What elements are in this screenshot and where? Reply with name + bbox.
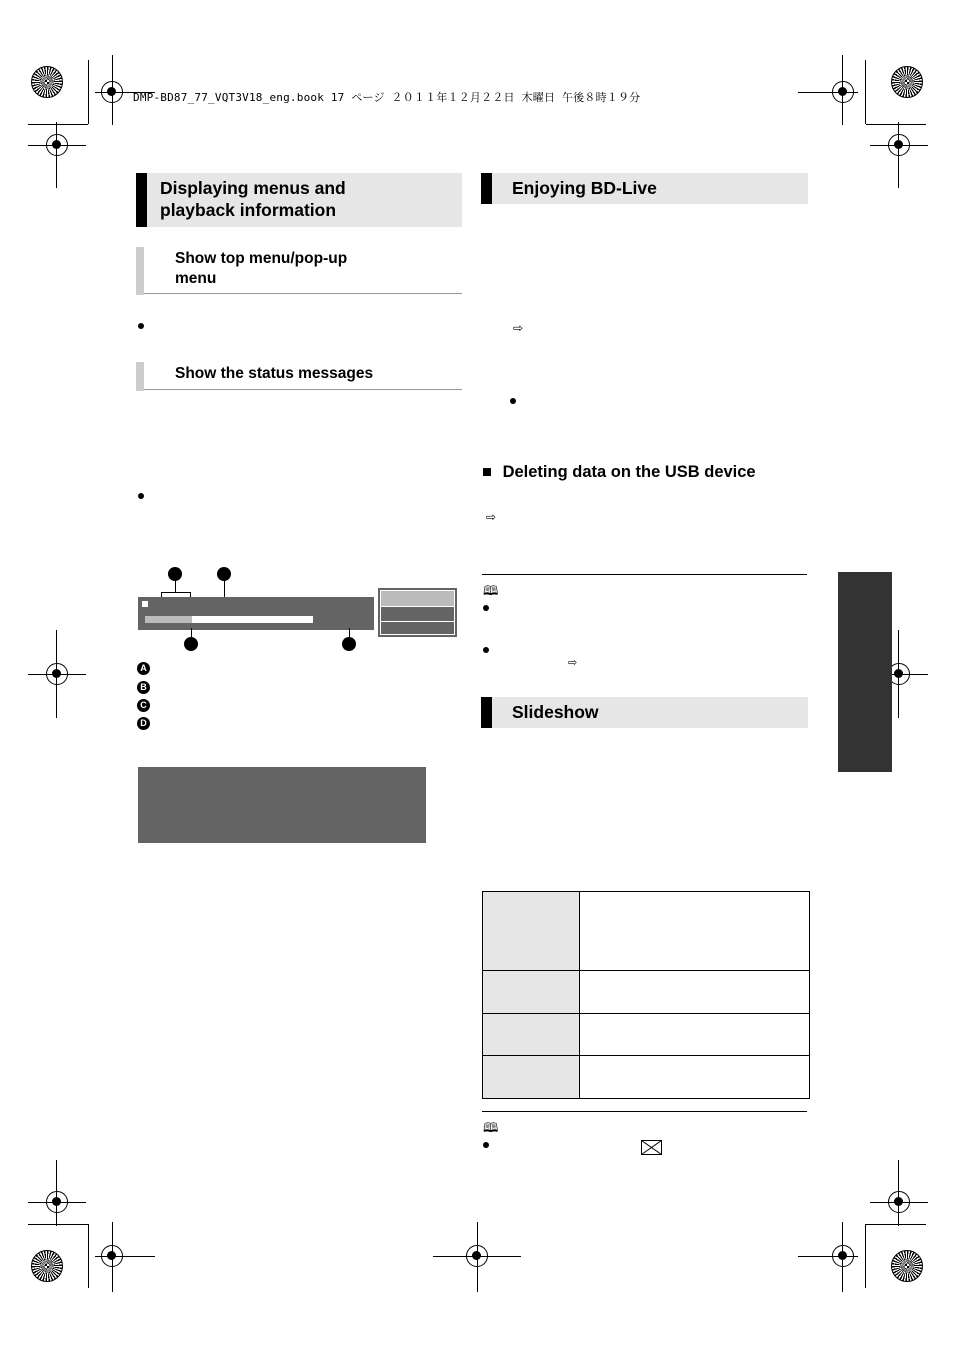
section-title: Enjoying BD-Live (512, 178, 657, 198)
label-marker-c: C (137, 699, 150, 712)
stop-icon (142, 601, 148, 607)
bullet-point (138, 493, 144, 499)
bullet-point (483, 1142, 489, 1148)
dark-info-box (138, 767, 426, 843)
chapter-side-tab (838, 572, 892, 772)
subsection-header-status (136, 362, 462, 390)
subheading-delete-usb: ■ Deleting data on the USB device (482, 463, 756, 481)
registration-target-icon (888, 1191, 910, 1213)
registration-target-icon (46, 663, 68, 685)
section-header-bar (481, 697, 492, 728)
starburst-mark-icon (891, 1250, 923, 1282)
slideshow-settings-table (482, 891, 810, 1099)
subsection-title: Show the status messages (175, 365, 374, 382)
section-header-menus (136, 173, 462, 227)
section-title: Slideshow (512, 702, 599, 722)
subsection-header-bar (136, 247, 144, 295)
section-header-bdlive (481, 173, 808, 204)
reference-arrow-icon: ⇨ (486, 510, 497, 524)
reference-arrow-icon: ⇨ (513, 321, 524, 335)
registration-target-icon (888, 134, 910, 156)
bullet-point (138, 323, 144, 329)
label-marker-b: B (137, 681, 150, 694)
file-info-header: DMP-BD87_77_VQT3V18_eng.book 17 ページ ２０１１年１２月２２日 木曜日 午後８時１９分 (133, 91, 641, 104)
note-book-icon: 🕮 (483, 583, 499, 598)
registration-target-icon (832, 81, 854, 103)
progress-fill (145, 616, 192, 623)
subsection-header-bar (136, 362, 144, 391)
registration-target-icon (101, 1245, 123, 1267)
starburst-mark-icon (891, 66, 923, 98)
registration-target-icon (466, 1245, 488, 1267)
callout-marker (217, 567, 231, 581)
section-title: Displaying menus and playback information (160, 178, 346, 220)
broken-image-icon (641, 1140, 662, 1155)
callout-marker (184, 637, 198, 651)
registration-target-icon (46, 1191, 68, 1213)
registration-target-icon (46, 134, 68, 156)
callout-marker (342, 637, 356, 651)
section-header-slideshow (481, 697, 808, 728)
registration-target-icon (101, 81, 123, 103)
label-marker-a: A (137, 662, 150, 675)
table-row (483, 892, 810, 971)
label-marker-d: D (137, 717, 150, 730)
section-header-bar (136, 173, 147, 227)
table-row (483, 1056, 810, 1099)
bullet-point (510, 398, 516, 404)
time-display-box (378, 588, 457, 637)
subsection-header-top-menu (136, 247, 462, 294)
bullet-point (483, 605, 489, 611)
status-bar-panel (138, 597, 374, 630)
note-divider (482, 1111, 807, 1112)
starburst-mark-icon (31, 1250, 63, 1282)
reference-arrow-icon: ⇨ (568, 657, 578, 669)
square-marker-icon: ■ (482, 463, 492, 481)
starburst-mark-icon (31, 66, 63, 98)
table-row (483, 1014, 810, 1056)
subsection-title: Show top menu/pop-up menu (175, 250, 348, 287)
progress-track (145, 616, 313, 623)
bullet-point (483, 647, 489, 653)
section-header-bar (481, 173, 492, 204)
callout-marker (168, 567, 182, 581)
note-divider (482, 574, 807, 575)
registration-target-icon (832, 1245, 854, 1267)
table-row (483, 971, 810, 1014)
note-book-icon: 🕮 (483, 1120, 499, 1135)
